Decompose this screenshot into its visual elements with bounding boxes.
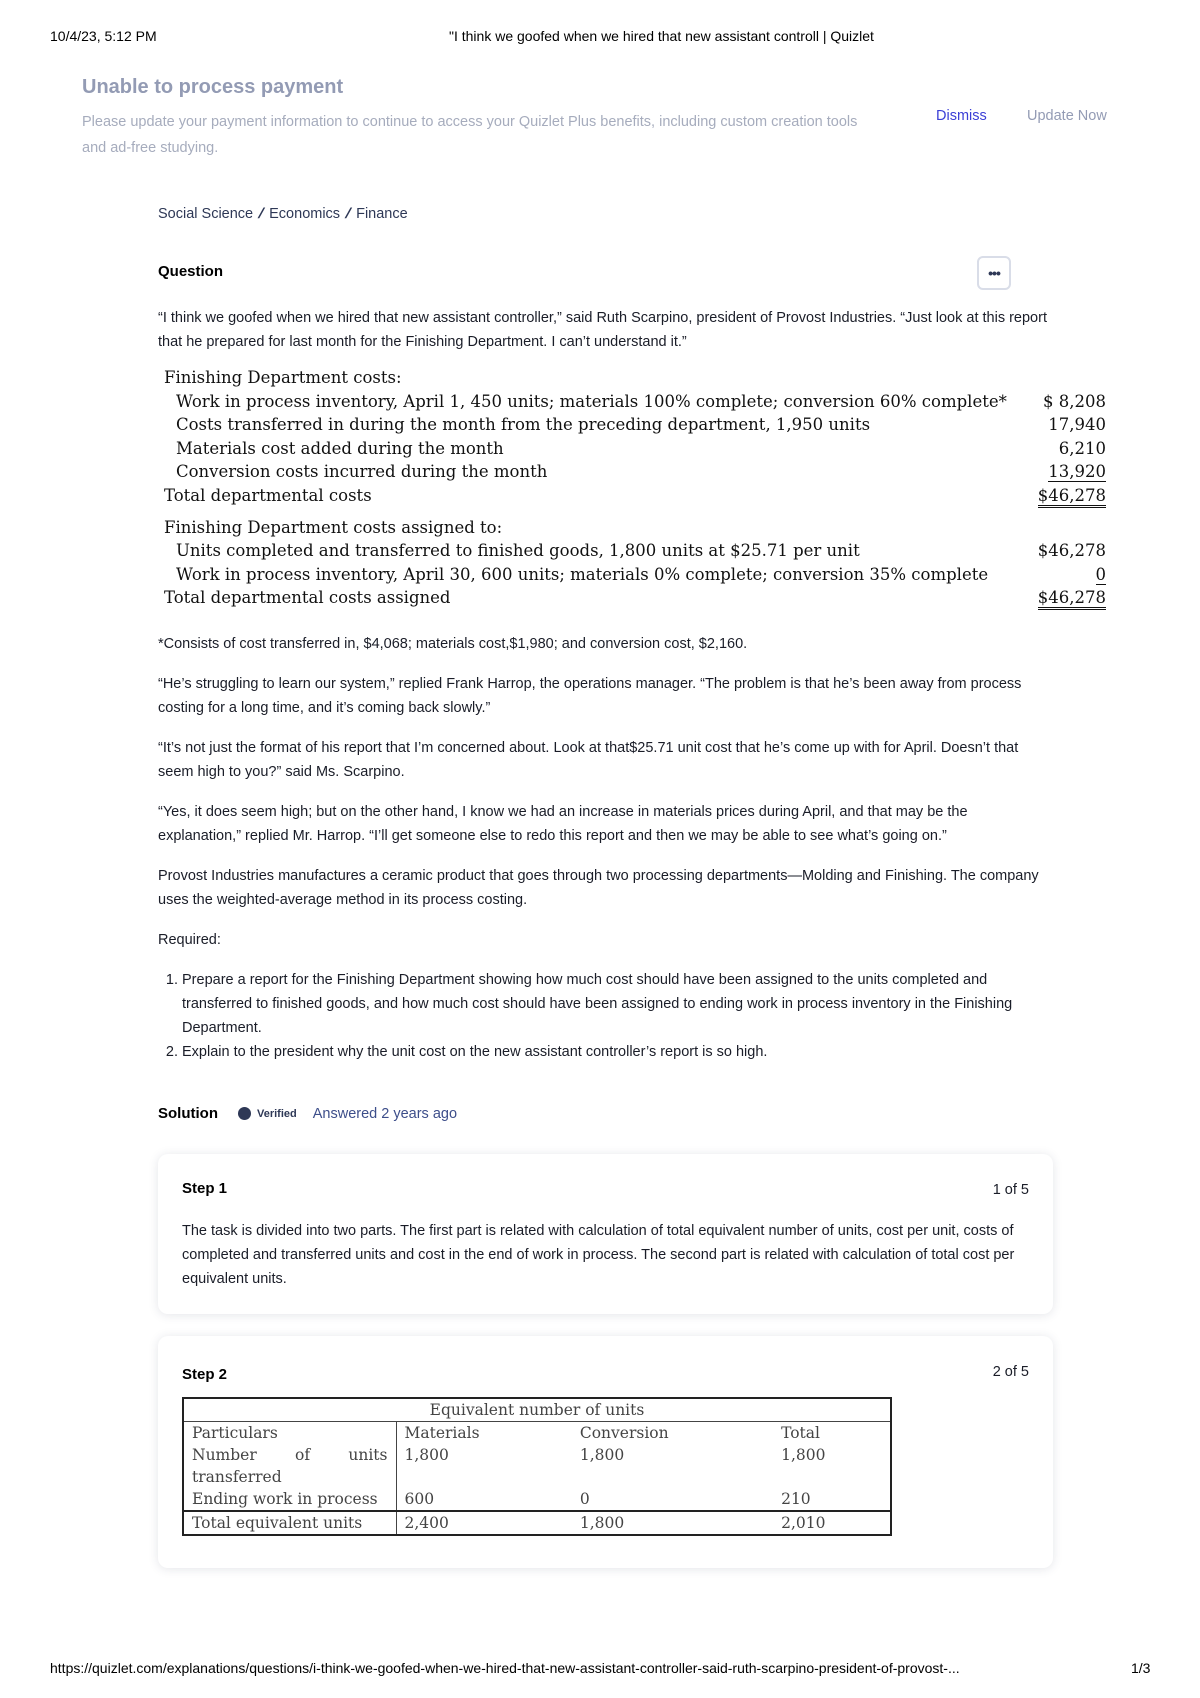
- more-options-button[interactable]: [977, 256, 1011, 290]
- table-cell: Total equivalent units: [183, 1511, 396, 1535]
- table-row: [183, 1488, 891, 1511]
- page-url: https://quizlet.com/explanations/questions/i-think-we-goofed-when-we-hired-that-new-assistant-controller-said-ruth-scarpino-president-of-provost-...: [50, 1660, 960, 1676]
- step-count: 2 of 5: [992, 1363, 1029, 1380]
- required-label: Required:: [158, 931, 221, 948]
- step-card: [158, 1336, 1053, 1568]
- print-date: 10/4/23, 5:12 PM: [50, 28, 157, 44]
- banner-title: Unable to process payment: [82, 76, 344, 98]
- table-header-row: [183, 1421, 891, 1444]
- cost-row: Costs transferred in during the month from the preceding department, 1,950 units 17,940: [176, 415, 1106, 435]
- question-header: [158, 256, 1053, 288]
- step-label: Step 1: [182, 1179, 228, 1197]
- step-text: The task is divided into two parts. The first part is related with calculation of total equivalent number of units, cost per unit, costs of completed and transferred units and cost in the end of work in process. The second part is related with calculation of total cost per equivalent units.: [182, 1222, 1015, 1287]
- breadcrumb-separator-icon: /: [256, 206, 267, 222]
- table-cell: 1,800: [579, 1445, 625, 1464]
- column-header: Particulars: [183, 1421, 396, 1444]
- column-header: Conversion: [579, 1423, 669, 1442]
- solution-section: [158, 1102, 1053, 1568]
- table-row: [183, 1444, 891, 1488]
- required-item: 2. Explain to the president why the unit cost on the new assistant controller’s report is so high.: [182, 1040, 1053, 1064]
- cost-section-header: Finishing Department costs:: [164, 368, 402, 387]
- solution-header: [158, 1102, 1053, 1126]
- print-page-title: "I think we goofed when we hired that new assistant controll | Quizlet: [449, 28, 874, 44]
- cost-row: Work in process inventory, April 1, 450 units; materials 100% complete; conversion 60% complete* $ 8,208: [176, 391, 1106, 411]
- cost-total-row: Total departmental costs $46,278: [156, 484, 1106, 508]
- cost-report: [156, 366, 1106, 610]
- question-label: Question: [158, 263, 224, 280]
- banner-message: Please update your payment information to continue to access your Quizlet Plus benefits, including custom creation tools and ad-free studying.: [82, 114, 858, 156]
- table-cell: 210: [773, 1488, 891, 1511]
- cost-row: Units completed and transferred to finished goods, 1,800 units at $25.71 per unit $46,278: [176, 541, 1106, 561]
- print-header: [0, 28, 1200, 48]
- cost-row: Work in process inventory, April 30, 600 units; materials 0% complete; conversion 35% complete 0: [176, 564, 1106, 584]
- more-icon: •••: [988, 265, 1000, 281]
- step-count: 1 of 5: [992, 1181, 1029, 1198]
- table-cell: 1,800: [404, 1445, 449, 1464]
- table-cell: Number of units transferred: [183, 1444, 396, 1488]
- breadcrumb: [158, 206, 1053, 230]
- breadcrumb-separator-icon: /: [343, 206, 354, 222]
- table-cell: Ending work in process: [183, 1488, 396, 1511]
- column-header: Total: [773, 1421, 891, 1444]
- verified-icon: [238, 1107, 251, 1120]
- table-cell: 1,800: [572, 1511, 773, 1535]
- equivalent-units-table: [182, 1397, 892, 1536]
- question-intro: “I think we goofed when we hired that new assistant controller,” said Ruth Scarpino, president of Provost Industries. “Just look at this report that he prepared for last month for the Finishing Department. I can’t understand it.”: [158, 310, 1047, 350]
- required-list: [158, 968, 1053, 1064]
- solution-label: Solution: [158, 1105, 218, 1123]
- cost-row: Materials cost added during the month 6,210: [176, 438, 1106, 458]
- breadcrumb-social-science[interactable]: Social Science: [158, 206, 254, 222]
- verified-badge: Verified: [257, 1107, 297, 1120]
- breadcrumb-finance[interactable]: Finance: [356, 206, 408, 222]
- question-paragraph: “He’s struggling to learn our system,” replied Frank Harrop, the operations manager. “The problem is that he’s been away from process costing for a long time, and it’s coming back slowly.”: [158, 675, 1022, 716]
- step-card: [158, 1154, 1053, 1314]
- dismiss-button[interactable]: Dismiss: [936, 108, 987, 124]
- page-number: 1/3: [1131, 1660, 1151, 1676]
- cost-section-header: Finishing Department costs assigned to:: [164, 517, 503, 537]
- table-caption: Equivalent number of units: [183, 1398, 891, 1422]
- table-cell: 0: [579, 1489, 590, 1508]
- breadcrumb-economics[interactable]: Economics: [269, 206, 341, 222]
- question-paragraph: Provost Industries manufactures a ceramic product that goes through two processing departments—Molding and Finishing. The company uses the weighted-average method in its process costing.: [158, 867, 1039, 908]
- answered-date: Answered 2 years ago: [312, 1105, 458, 1122]
- table-cell: 2,400: [396, 1511, 572, 1535]
- required-item: 1. Prepare a report for the Finishing Department showing how much cost should have been assigned to the units completed and transferred to finished goods, and how much cost should have been assigned to ending work in process inventory in the Finishing Department.: [182, 968, 1053, 1040]
- payment-banner: [82, 76, 1122, 161]
- table-cell: 2,010: [773, 1511, 891, 1535]
- footnote: *Consists of cost transferred in, $4,068; materials cost,$1,980; and conversion cost, $2,160.: [158, 635, 748, 652]
- question-paragraph: “Yes, it does seem high; but on the other hand, I know we had an increase in materials prices during April, and that may be the explanation,” replied Mr. Harrop. “I’ll get someone else to redo this report and then we may be able to see what’s going on.”: [158, 803, 968, 844]
- column-header: Materials: [404, 1423, 480, 1442]
- table-cell: 1,800: [773, 1444, 891, 1488]
- table-cell: 600: [404, 1489, 435, 1508]
- main-content: [158, 206, 1106, 1568]
- step-label: Step 2: [182, 1365, 228, 1383]
- cost-total-row: Total departmental costs assigned $46,278: [156, 586, 1106, 610]
- table-total-row: [183, 1511, 891, 1535]
- update-now-button[interactable]: Update Now: [1027, 108, 1107, 124]
- cost-row: Conversion costs incurred during the month 13,920: [176, 462, 1106, 482]
- question-paragraph: “It’s not just the format of his report that I’m concerned about. Look at that$25.71 unit cost that he’s come up with for April. Doesn’t that seem high to you?” said Ms. Scarpino.: [158, 739, 1019, 780]
